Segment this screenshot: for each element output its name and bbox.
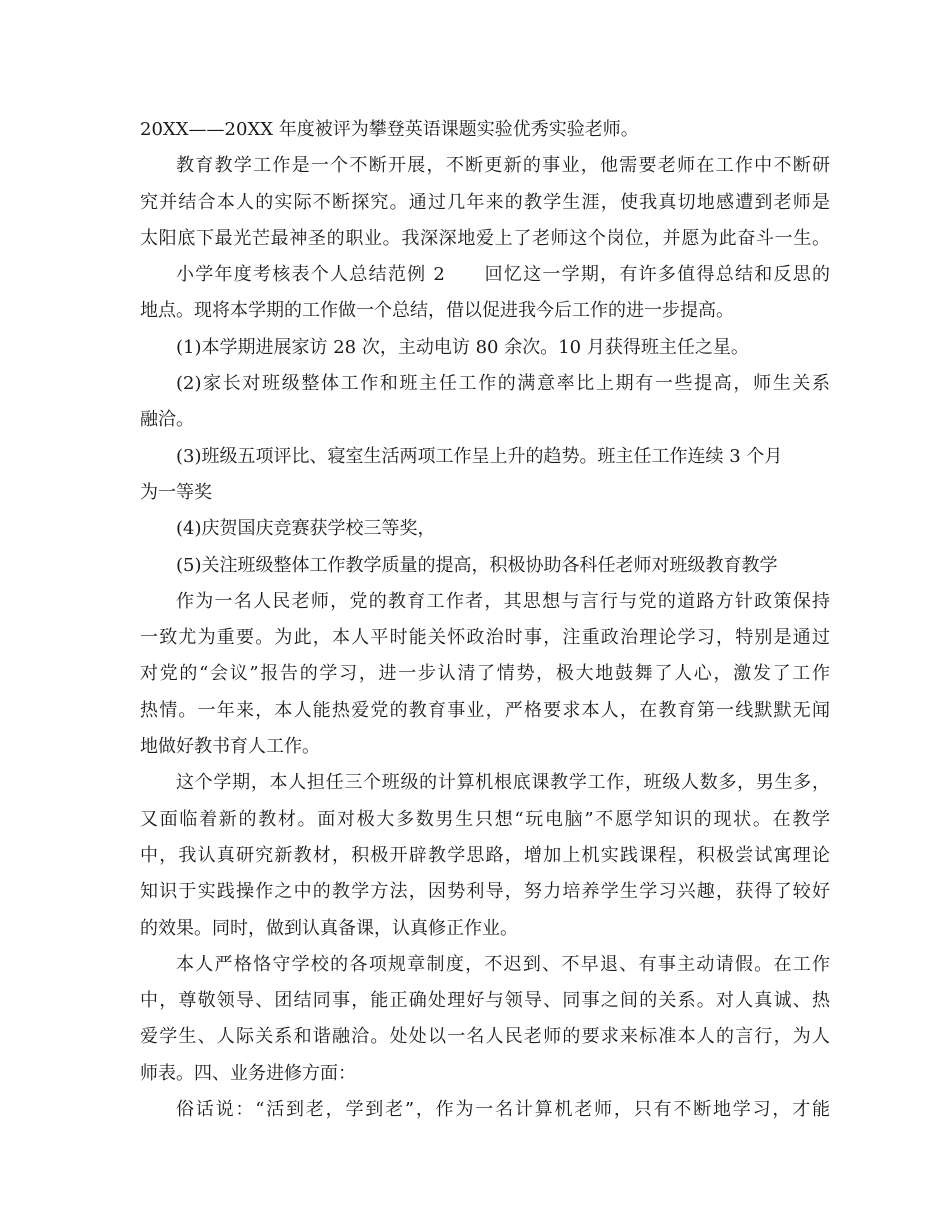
text-line: 融洽。 bbox=[140, 409, 194, 431]
text-line: 教育教学工作是一个不断开展，不断更新的事业，他需要老师在工作中不断研 bbox=[176, 155, 830, 177]
text-line: 这个学期，本人担任三个班级的计算机根底课教学工作，班级人数多，男生多， bbox=[176, 772, 830, 794]
text-line: 地做好教书育人工作。 bbox=[140, 736, 320, 758]
text-line: 小学年度考核表个人总结范例 2 回忆这一学期，有许多值得总结和反思的 bbox=[176, 264, 830, 286]
text-line: 热情。一年来，本人能热爱党的教育事业，严格要求本人，在教育第一线默默无闻 bbox=[140, 699, 830, 721]
text-line: 本人严格恪守学校的各项规章制度，不迟到、不早退、有事主动请假。在工作 bbox=[176, 953, 830, 975]
text-line: (4)庆贺国庆竞赛获学校三等奖， bbox=[176, 518, 436, 540]
text-line: (1)本学期进展家访 28 次，主动电访 80 余次。10 月获得班主任之星。 bbox=[176, 336, 749, 358]
text-line: 太阳底下最光芒最神圣的职业。我深深地爱上了老师这个岗位，并愿为此奋斗一生。 bbox=[140, 227, 830, 249]
text-line: 中，我认真研究新教材，积极开辟教学思路，增加上机实践课程，积极尝试寓理论 bbox=[140, 844, 830, 866]
text-line: 一致尤为重要。为此，本人平时能关怀政治时事，注重政治理论学习，特别是通过 bbox=[140, 627, 830, 649]
text-line: 俗话说：“活到老，学到老”，作为一名计算机老师，只有不断地学习，才能 bbox=[176, 1099, 830, 1121]
text-line: 师表。四、业务进修方面： bbox=[140, 1062, 356, 1084]
text-line: 的效果。同时，做到认真备课，认真修正作业。 bbox=[140, 917, 518, 939]
text-line: (5)关注班级整体工作教学质量的提高，积极协助各科任老师对班级教育教学 bbox=[176, 554, 778, 576]
text-line: (3)班级五项评比、寝室生活两项工作呈上升的趋势。班主任工作连续 3 个月 bbox=[176, 445, 783, 467]
text-line: 作为一名人民老师，党的教育工作者，其思想与言行与党的道路方针政策保持 bbox=[176, 590, 830, 612]
text-line: 20XX——20XX 年度被评为攀登英语课题实验优秀实验老师。 bbox=[140, 119, 639, 140]
document-body bbox=[140, 112, 830, 1128]
text-line: 爱学生、人际关系和谐融洽。处处以一名人民老师的要求来标准本人的言行，为人 bbox=[140, 1026, 830, 1048]
text-line: 为一等奖 bbox=[140, 481, 212, 503]
text-line: 又面临着新的教材。面对极大多数男生只想“玩电脑”不愿学知识的现状。在教学 bbox=[140, 808, 830, 830]
text-line: 知识于实践操作之中的教学方法，因势利导，努力培养学生学习兴趣，获得了较好 bbox=[140, 881, 830, 903]
text-line: 地点。现将本学期的工作做一个总结，借以促进我今后工作的进一步提高。 bbox=[140, 300, 734, 322]
text-line: 中，尊敬领导、团结同事，能正确处理好与领导、同事之间的关系。对人真诚、热 bbox=[140, 990, 830, 1012]
text-line: 对党的“会议”报告的学习，进一步认清了情势，极大地鼓舞了人心，激发了工作 bbox=[140, 663, 830, 685]
text-line: 究并结合本人的实际不断探究。通过几年来的教学生涯，使我真切地感遭到老师是 bbox=[140, 191, 830, 213]
text-line: (2)家长对班级整体工作和班主任工作的满意率比上期有一些提高，师生关系 bbox=[176, 373, 830, 395]
